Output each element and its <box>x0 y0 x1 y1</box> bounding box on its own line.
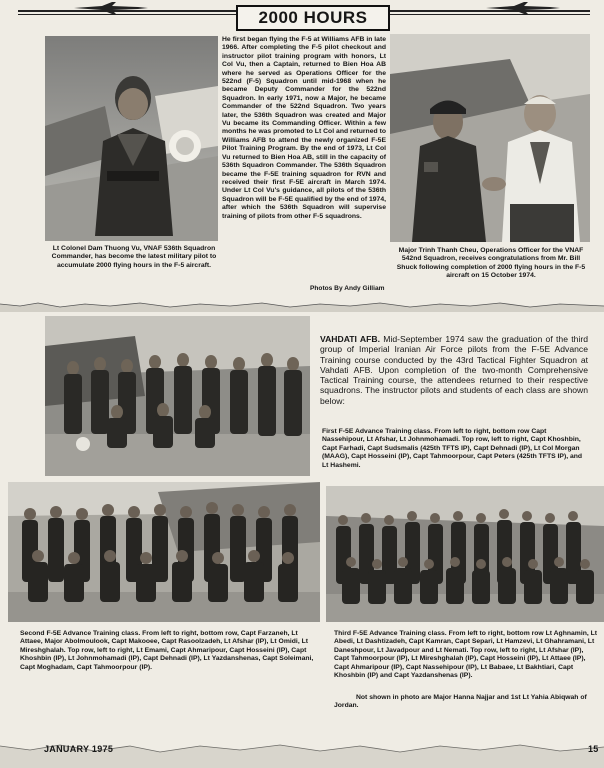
page-number: 15 <box>588 744 599 754</box>
photo-maj-cheu-handshake <box>390 34 590 242</box>
torn-edge-divider <box>0 300 604 312</box>
jet-silhouette-icon <box>484 2 562 14</box>
caption-second-class: Second F-5E Advance Training class. From left to right, bottom row, Capt Farzaneh, Lt Attaee, Major Abolmoulook, Capt Makooee, Capt Rasoolzadeh, Lt Afshar (IP), Lt Omidi, Lt Mireshghalah. Top row, left to right, Lt Emami, Capt Ahmaripour, Capt Hosseini (IP), Capt Khoshbin (IP), Lt Johnmohamadi (IP), Capt Dehnadi (IP), Lt Yazdanshenas, Capt Soleimani, Capt Moghadam, Capt Tahmoorpour (IP). <box>20 630 314 671</box>
photo-second-class <box>8 482 320 622</box>
jet-silhouette-icon <box>72 2 150 14</box>
caption-maj-cheu: Major Trinh Thanh Cheu, Operations Officer for the VNAF 542nd Squadron, receives congratulations from Mr. Bill Shuck following completion of 2000 flying hours in the F-5 aircraft on 15 October 1974. <box>396 247 586 280</box>
caption-first-class: First F-5E Advance Training class. From left to right, bottom row Capt Nassehipour, Lt Afshar, Lt Johnmohamadi. Top row, left to right, Capt Khoshbin, Capt Farhadi, Capt Sudsmalis (425th TFTS IP), Capt Dehnadi (IP), Lt Col Morgan (MAAG), Capt Hosseini (IP), Capt Tahmoorpour, Capt Peters (425th TFTS IP), and Lt Hashemi. <box>322 428 583 469</box>
page-title: 2000 HOURS <box>236 5 390 31</box>
vahdati-article <box>320 334 588 406</box>
caption-third-class: Third F-5E Advance Training class. From left to right, bottom row Lt Aghnamin, Lt Abedi, Lt Dashtizadeh, Capt Kamran, Capt Separi, Lt Hamzevi, Lt Ghahramani, Lt Daneshpour, Lt Javadpour and Lt Nemati. Top row, left to right, Lt Afshar (IP), Capt Tahmoorpour (IP), Lt Mireshghalah (IP), Capt Hosseini (IP), Lt Attaee (IP), Capt Ahmaripour (IP), Capt Nassehipour (IP), Lt Babaee, Lt Bakhtiari, Capt Khoshbin (IP) and Capt Yazdanshenas (IP). <box>334 630 598 680</box>
caption-lt-col-vu: Lt Colonel Dam Thuong Vu, VNAF 536th Squadron Commander, has become the latest military pilot to accumulate 2000 flying hours in the F-5 aircraft. <box>51 245 217 269</box>
photo-credit: Photos By Andy Gilliam <box>310 285 385 292</box>
photo-lt-col-vu <box>45 36 218 241</box>
story-lt-col-vu: He first began flying the F-5 at Williams AFB in late 1966. After completing the F-5 pilot checkout and instructor pilot training program with honors, Lt Col Vu, then a Captain, returned to Bien Hoa AB where he served as Operations Officer for the 522nd (F-5) Squadron until mid-1968 when he became Deputy Commander for the 522nd Squadron. In early 1971, now a Major, he became Commander of the 522nd Squadron. Two years later, the 536th Squadron was created and Major Vu became its Commanding Officer. Within a few months he was promoted to Lt Col and returned to Williams AFB to attend the newly organized F-5E Pilot Training Program. By the end of 1973, Lt Col Vu returned to Bien Hoa AB, still in the capacity of 536th Squadron Commander. The 536th Squadron became the F-5E training squadron for RVN and received their first F-5E aircraft in March 1974. Under Lt Col Vu's guidance, all pilots of the 536th Squadron will be F-5E qualified by the end of 1974, after which the 536th Squadron will supervise training of pilots from other F-5 squadrons. <box>222 36 386 220</box>
caption-not-shown: Not shown in photo are Major Hanna Najjar and 1st Lt Yahia Abiqwah of Jordan. <box>334 694 587 710</box>
issue-date: JANUARY 1975 <box>44 744 114 754</box>
vahdati-body: Mid-September 1974 saw the graduation of the third group of Imperial Iranian Air Force pilots from the F-5E Advance Training course conducted by the 43rd Tactical Fighter Squadron at Vahdati AFB. Upon completion of the two-month Comprehensive Tactical Training course, the attendees returned to their respective squadrons. The instructor pilots and students of each class are shown below: <box>320 334 588 406</box>
photo-first-class <box>45 316 310 476</box>
vahdati-dateline: VAHDATI AFB. <box>320 334 380 344</box>
photo-third-class <box>326 486 604 622</box>
